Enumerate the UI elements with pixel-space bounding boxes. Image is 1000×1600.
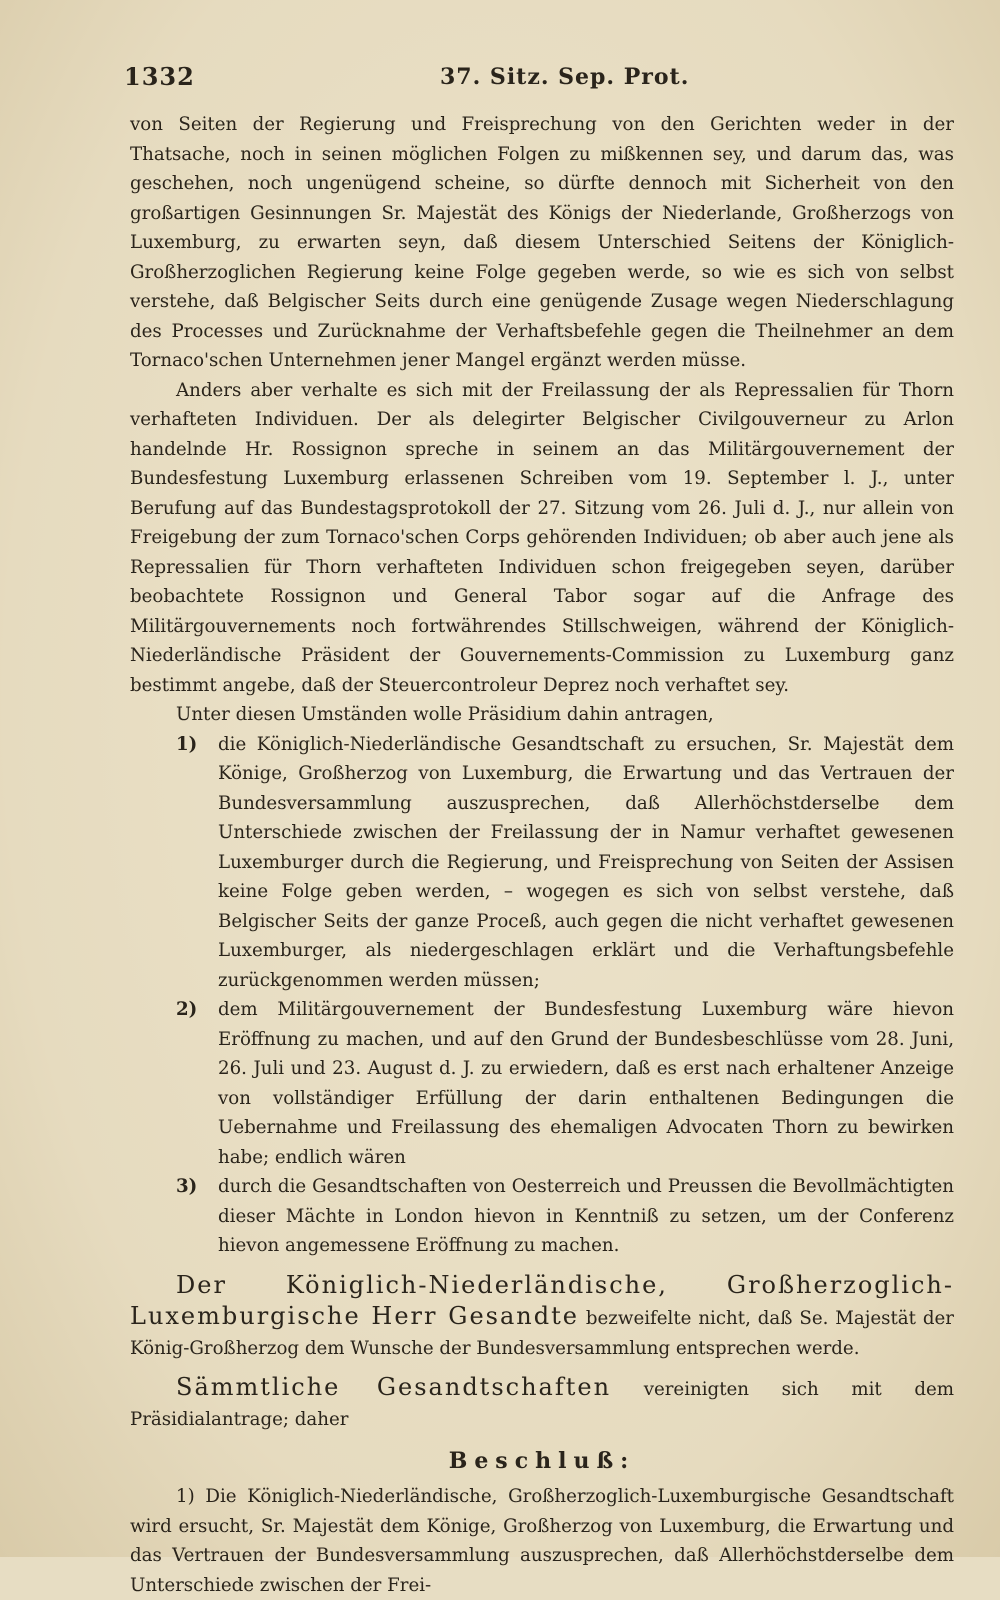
paragraph-proposal-intro: Unter diesen Umständen wolle Präsidium dahin antragen,: [176, 704, 714, 725]
page-number: 1332: [124, 62, 195, 91]
proposal-number: 2): [176, 999, 198, 1020]
resolution-text: Die Königlich-Niederländische, Großherzoglich-Luxemburgische Gesandtschaft wird ersucht, Sr. Majestät dem Könige, Großherzog von Luxemburg, die Erwartung und das Vertrauen der Bundesversammlung auszusprechen, daß Allerhöchstderselbe dem Unterschiede zwischen der Frei-: [130, 1486, 954, 1596]
resolution-item: [130, 1482, 954, 1600]
proposal-item: [130, 995, 954, 1172]
paragraph-release: Anders aber verhalte es sich mit der Freilassung der als Repressalien für Thorn verhafteten Individuen. Der als delegirter Belgischer Civilgouverneur zu Arlon handelnde Hr. Rossignon spreche in seinem an das Militärgouvernement der Bundesfestung Luxemburg erlassenen Schreiben vom 19. September l. J., unter Berufung auf das Bundestagsprotokoll der 27. Sitzung vom 26. Juli d. J., nur allein von Freigebung der zum Tornaco'schen Corps gehörenden Individuen; ob aber auch jene als Repressalien für Thorn verhafteten Individuen schon freigegeben seyen, darüber beobachtete Rossignon und General Tabor sogar auf die Anfrage des Militärgouvernements noch fortwährendes Stillschweigen, während der Königlich-Niederländische Präsident der Gouvernements-Commission zu Luxemburg ganz bestimmt angebe, daß der Steuercontroleur Deprez noch verhaftet sey.: [130, 379, 954, 696]
proposal-number: 3): [176, 1176, 198, 1197]
resolution-title: Beschluß:: [448, 1448, 636, 1474]
resolution-number: 1): [176, 1486, 195, 1507]
agreement-text: vereinigten sich mit dem Präsidialantrage; daher: [130, 1379, 954, 1430]
running-head: 37. Sitz. Sep. Prot.: [440, 64, 690, 90]
agreement-speaker: Sämmtliche Gesandtschaften: [176, 1373, 612, 1401]
agreement-paragraph: [130, 1373, 954, 1434]
proposal-list: [130, 730, 954, 1261]
proposal-item: [130, 1172, 954, 1261]
statement-paragraph: [130, 1271, 954, 1364]
page-body: [130, 110, 954, 1600]
proposal-text: dem Militärgouvernement der Bundesfestung Luxemburg wäre hievon Eröffnung zu machen, und auf den Grund der Bundesbeschlüsse vom 28. Juni, 26. Juli und 23. August d. J. zu erwiedern, daß es erst nach erhaltener Anzeige von vollständiger Erfüllung der darin enthaltenen Bedingungen die Uebernahme und Freilassung des ehemaligen Advocaten Thorn zu bewirken habe; endlich wären: [218, 999, 954, 1168]
proposal-text: durch die Gesandtschaften von Oesterreich und Preussen die Bevollmächtigten dieser Mächte in London hievon in Kenntniß zu setzen, um der Conferenz hievon angemessene Eröffnung zu machen.: [218, 1176, 954, 1256]
proposal-number: 1): [176, 733, 198, 755]
proposal-text: die Königlich-Niederländische Gesandtschaft zu ersuchen, Sr. Majestät dem Könige, Großherzog von Luxemburg, die Erwartung und das Vertrauen der Bundesversammlung auszusprechen, daß Allerhöchstderselbe dem Unterschiede zwischen der Freilassung der in Namur verhaftet gewesenen Luxemburger durch die Regierung, und Freisprechung von Seiten der Assisen keine Folge geben werden, – wogegen es sich von selbst verstehe, daß Belgischer Seits der ganze Proceß, auch gegen die nicht verhaftet gewesenen Luxemburger, als niedergeschlagen erklärt und die Verhaftungsbefehle zurückgenommen werden müssen;: [218, 733, 954, 991]
paragraph-continuation: von Seiten der Regierung und Freisprechung von den Gerichten weder in der Thatsache, noch in seinen möglichen Folgen zu mißkennen sey, und darum das, was geschehen, noch ungenügend scheine, so dürfte dennoch mit Sicherheit von den großartigen Gesinnungen Sr. Majestät des Königs der Niederlande, Großherzogs von Luxemburg, zu erwarten seyn, daß diesem Unterschied Seitens der Königlich-Großherzoglichen Regierung keine Folge gegeben werde, so wie es sich von selbst verstehe, daß Belgischer Seits durch eine genügende Zusage wegen Niederschlagung des Processes und Zurücknahme der Verhaftsbefehle gegen die Theilnehmer an dem Tornaco'schen Unternehmen jener Mangel ergänzt werden müsse.: [130, 114, 954, 371]
page-header: [120, 62, 960, 98]
statement-speaker: Der Königlich-Niederländische, Großherzoglich-Luxemburgische Herr Gesandte: [130, 1270, 954, 1330]
statement-text: bezweifelte nicht, daß Se. Majestät der König-Großherzog dem Wunsche der Bundesversammlung entsprechen werde.: [130, 1308, 954, 1359]
proposal-item: [130, 730, 954, 996]
